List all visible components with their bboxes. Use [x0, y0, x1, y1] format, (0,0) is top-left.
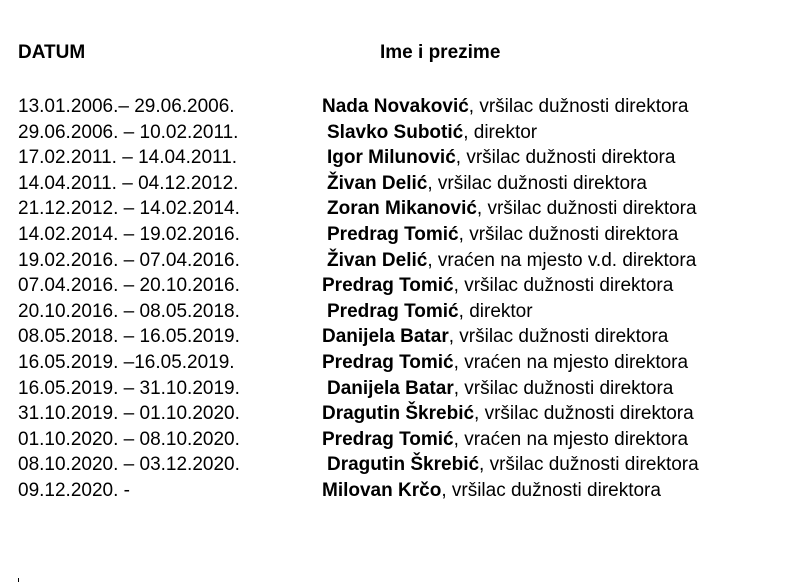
person-role: , vraćen na mjesto v.d. direktora	[427, 249, 697, 271]
person-entry	[322, 480, 661, 502]
person-entry	[322, 96, 688, 118]
person-name: Danijela Batar	[327, 377, 454, 399]
table-header	[0, 40, 800, 68]
list-item	[0, 147, 800, 173]
person-role: , vršilac dužnosti direktora	[479, 454, 699, 476]
person-entry	[322, 326, 668, 348]
list-item	[0, 275, 800, 301]
person-role: , vršilac dužnosti direktora	[458, 223, 679, 245]
person-name: Slavko Subotić	[327, 121, 464, 143]
list-item	[0, 198, 800, 224]
person-role: , direktor	[458, 300, 533, 322]
date-range: 07.04.2016. – 20.10.2016.	[18, 275, 240, 297]
person-entry	[327, 378, 673, 400]
list-item	[0, 173, 800, 199]
person-role: , vršilac dužnosti direktora	[455, 147, 676, 169]
person-role: , direktor	[463, 121, 538, 143]
person-name: Predrag Tomić	[322, 275, 454, 297]
person-name: Živan Delić	[327, 172, 428, 194]
list-item	[0, 224, 800, 250]
person-entry	[322, 429, 688, 451]
date-range: 20.10.2016. – 08.05.2018.	[18, 300, 240, 322]
date-range: 21.12.2012. – 14.02.2014.	[18, 198, 240, 220]
person-entry	[327, 224, 678, 246]
date-range: 19.02.2016. – 07.04.2016.	[18, 249, 240, 271]
person-entry	[327, 147, 675, 169]
date-range: 16.05.2019. – 31.10.2019.	[18, 377, 240, 399]
person-entry	[322, 403, 694, 425]
list-item	[0, 122, 800, 148]
person-role: , vršilac dužnosti direktora	[453, 377, 674, 399]
date-range: 08.10.2020. – 03.12.2020.	[18, 454, 240, 476]
date-range: 01.10.2020. – 08.10.2020.	[18, 428, 240, 450]
list-item	[0, 96, 800, 122]
person-entry	[322, 352, 688, 374]
date-column-header: DATUM	[18, 42, 86, 63]
date-range: 13.01.2006.– 29.06.2006.	[18, 96, 235, 117]
person-entry	[327, 454, 699, 476]
date-range: 29.06.2006. – 10.02.2011.	[18, 121, 239, 143]
person-role: , vršilac dužnosti direktora	[468, 96, 689, 117]
person-role: , vraćen na mjesto direktora	[453, 351, 689, 373]
date-range: 31.10.2019. – 01.10.2020.	[18, 403, 240, 425]
list-item	[0, 301, 800, 327]
person-name: Nada Novaković	[322, 96, 469, 117]
date-range: 09.12.2020. -	[18, 479, 130, 501]
person-name: Zoran Mikanović	[327, 198, 477, 220]
person-name: Danijela Batar	[322, 326, 449, 348]
person-entry	[322, 275, 673, 297]
person-entry	[327, 250, 696, 272]
person-name: Predrag Tomić	[327, 223, 459, 245]
person-role: , vršilac dužnosti direktora	[448, 326, 669, 348]
person-entry	[327, 173, 647, 195]
name-column-header: Ime i prezime	[380, 42, 501, 63]
person-name: Živan Delić	[327, 249, 428, 271]
list-item	[0, 250, 800, 276]
list-item	[0, 454, 800, 480]
person-role: , vršilac dužnosti direktora	[453, 275, 674, 297]
person-entry	[327, 122, 537, 144]
person-name: Predrag Tomić	[322, 351, 454, 373]
date-range: 14.02.2014. – 19.02.2016.	[18, 223, 240, 245]
date-range: 08.05.2018. – 16.05.2019.	[18, 326, 240, 348]
list-item	[0, 429, 800, 455]
list-item	[0, 378, 800, 404]
person-entry	[327, 198, 697, 220]
person-name: Dragutin Škrebić	[322, 403, 475, 425]
date-range: 17.02.2011. – 14.04.2011.	[18, 147, 238, 169]
list-item	[0, 403, 800, 429]
list-item	[0, 352, 800, 378]
person-name: Dragutin Škrebić	[327, 454, 480, 476]
person-name: Predrag Tomić	[322, 428, 454, 450]
director-list	[0, 96, 800, 506]
person-role: , vršilac dužnosti direktora	[476, 198, 697, 220]
person-role: , vršilac dužnosti direktora	[427, 172, 647, 194]
cursor-mark	[18, 578, 19, 582]
person-role: , vršilac dužnosti direktora	[474, 403, 694, 425]
person-role: , vraćen na mjesto direktora	[453, 428, 689, 450]
date-range: 14.04.2011. – 04.12.2012.	[18, 172, 239, 194]
person-name: Milovan Krčo	[322, 479, 442, 501]
date-range: 16.05.2019. –16.05.2019.	[18, 351, 235, 373]
list-item	[0, 326, 800, 352]
person-name: Predrag Tomić	[327, 300, 459, 322]
person-name: Igor Milunović	[327, 147, 456, 169]
list-item	[0, 480, 800, 506]
person-role: , vršilac dužnosti direktora	[441, 479, 661, 501]
person-entry	[327, 301, 533, 323]
